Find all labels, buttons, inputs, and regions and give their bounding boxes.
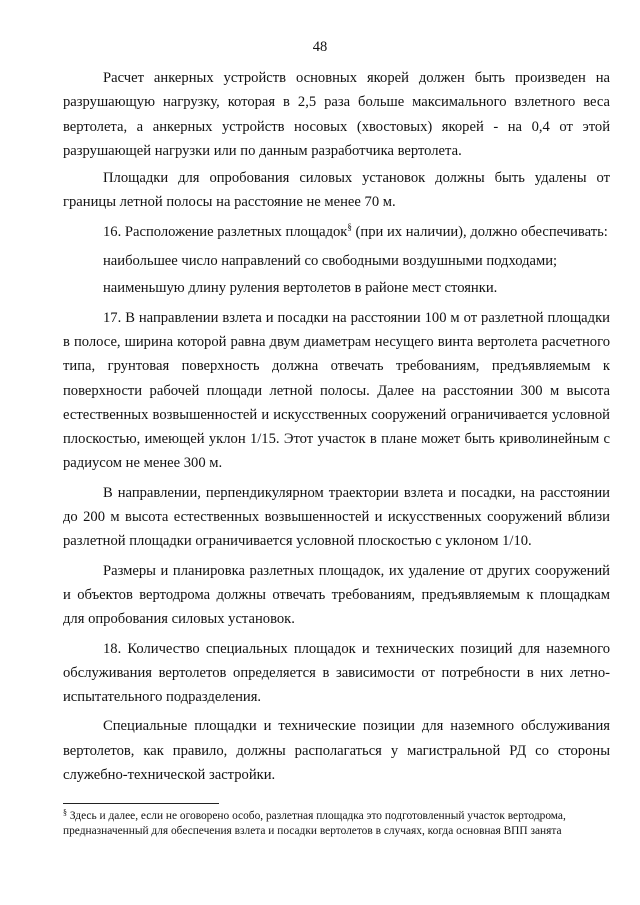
paragraph-text: Размеры и планировка разлетных площадок, их удаление от других сооружений и объектов вертодрома должны отвечать требованиям, предъявляемым к площадкам для опробования силовых установок.: [63, 562, 610, 628]
footnote-separator: [63, 803, 219, 804]
paragraph-anchor-calculation: [63, 66, 610, 163]
page-number: 48: [312, 39, 328, 55]
paragraph-text: наименьшую длину руления вертолетов в районе мест стоянки.: [103, 280, 498, 297]
paragraph-text: В направлении, перпендикулярном траектории взлета и посадки, на расстоянии до 200 м высота естественных возвышенностей и искусственных сооружений вблизи разлетной площадки ограничивается условной плоскостью с уклоном 1/10.: [63, 484, 610, 550]
paragraph-number: 18.: [103, 640, 122, 657]
paragraph-17-perpendicular: [63, 481, 610, 554]
paragraph-text-continued: (при их наличии), должно обеспечивать:: [351, 223, 608, 240]
footnote-text: Здесь и далее, если не оговорено особо, разлетная площадка это подготовленный участок вертодрома, предназначенный для обеспечения взлета и посадки вертолетов в случаях, когда основная ВПП занята: [63, 810, 566, 837]
paragraph-number: 17.: [103, 309, 122, 326]
footnote: [63, 809, 603, 838]
paragraph-17-dimensions: [63, 559, 610, 632]
paragraph-text: Расположение разлетных площадок: [124, 223, 348, 240]
paragraph-text: Количество специальных площадок и технических позиций для наземного обслуживания вертолетов определяется в зависимости от потребности в них летно-испытательного подразделения.: [63, 640, 610, 706]
paragraph-text: наибольшее число направлений со свободными воздушными подходами;: [103, 253, 558, 270]
paragraph-16: [63, 220, 610, 244]
paragraph-text: В направлении взлета и посадки на расстоянии 100 м от разлетной площадки в полосе, ширина которой равна двум диаметрам несущего винта вертолета расчетного типа, грунтовая поверхность должна отвечать требованиям, предъявляемым к поверхности рабочей площади летной полосы. Далее на расстоянии 300 м высота естественных возвышенностей и искусственных сооружений ограничивается условной плоскостью, имеющей уклон 1/15. Этот участок в плане может быть криволинейным с радиусом не менее 300 м.: [63, 309, 610, 472]
paragraph-18: [63, 637, 610, 710]
footnote-mark: §: [63, 808, 67, 817]
paragraph-17: [63, 306, 610, 476]
paragraph-text: Площадки для опробования силовых установок должны быть удалены от границы летной полосы на расстояние не менее 70 м.: [63, 170, 610, 211]
paragraph-text: Специальные площадки и технические позиции для наземного обслуживания вертолетов, как правило, должны располагаться у магистральной РД со стороны служебно-технической застройки.: [63, 718, 610, 784]
paragraph-text: Расчет анкерных устройств основных якорей должен быть произведен на разрушающую нагрузку, которая в 2,5 раза больше максимального взлетного веса вертолета, а анкерных устройств носовых (хвостовых) якорей - на 0,4 от этой разрушающей нагрузки или по данным разработчика вертолета.: [63, 70, 610, 159]
footnote-reference: §: [347, 221, 352, 232]
paragraph-16-item-2: [63, 276, 610, 300]
document-body: [63, 66, 610, 787]
paragraph-engine-test-areas: [63, 166, 610, 215]
paragraph-16-item-1: [63, 249, 610, 273]
paragraph-number: 16.: [103, 223, 122, 240]
paragraph-18-special-areas: [63, 714, 610, 787]
